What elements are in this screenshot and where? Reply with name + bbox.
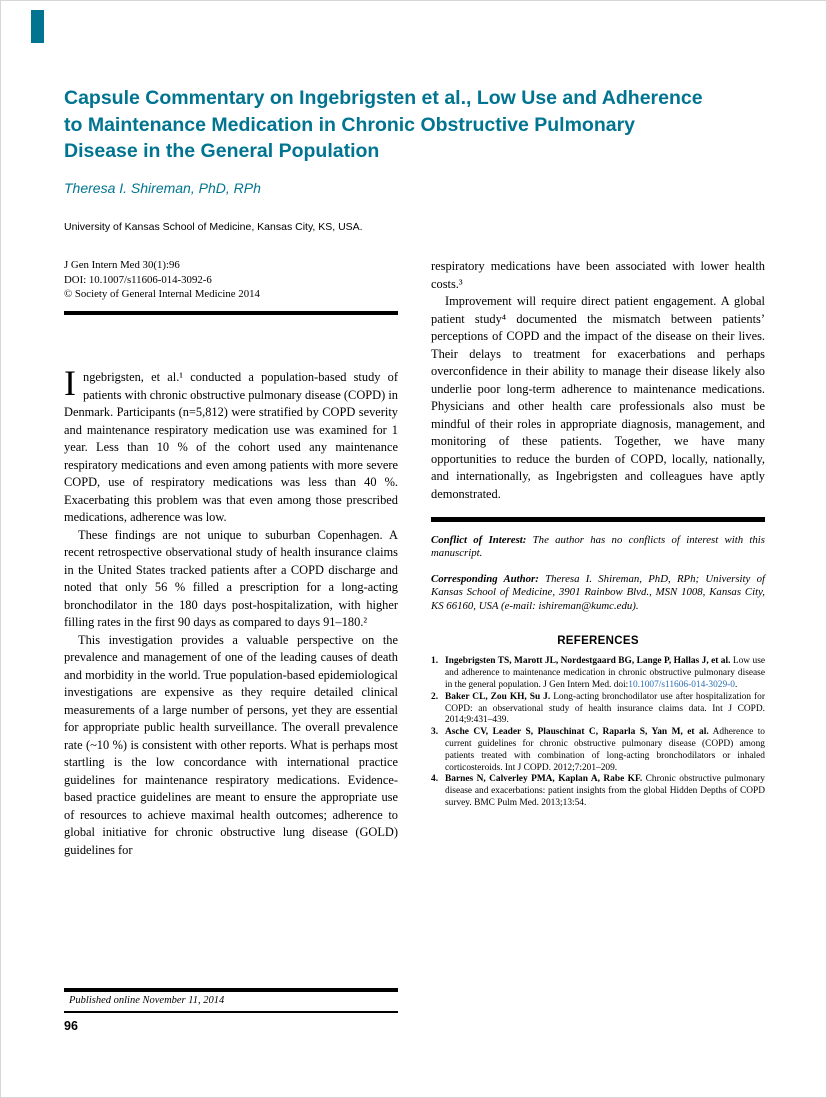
references-list bbox=[431, 656, 765, 809]
reference-item-2 bbox=[431, 692, 765, 727]
reference-item-4 bbox=[431, 774, 765, 809]
corresponding-author-text: Theresa I. Shireman, PhD, RPh; University of Kansas School of Medicine, 3901 Rainbow Blvd., MSN 1008, Kansas City, KS 66160, USA (e-mail: ishireman@kumc.edu). bbox=[431, 572, 765, 612]
footer-divider-top bbox=[64, 988, 398, 992]
right-column bbox=[431, 258, 765, 810]
dropcap-letter: I bbox=[64, 363, 76, 404]
references-heading: REFERENCES bbox=[557, 635, 639, 648]
reference-text: Low use and adherence to maintenance medication in chronic obstructive pulmonary disease in the general population. J Gen Intern Med. doi: bbox=[445, 656, 766, 691]
author-name: Theresa I. Shireman, PhD, RPh bbox=[64, 180, 261, 196]
page-number: 96 bbox=[64, 1019, 78, 1033]
body-paragraph-1-text: ngebrigsten, et al.¹ conducted a population-based study of patients with chronic obstructive pulmonary disease (COPD) in Denmark. Participants (n=5,812) were stratified by COPD severity and maintenance respiratory medication use was examined for 1 year. Less than 10 % of the cohort used any maintenance respiratory medications and even among patients with more severe COPD, use of respiratory medications was less than 40 %. Exacerbating this problem was that even among those prescribed medications, adherence was low. bbox=[64, 370, 398, 525]
reference-body bbox=[445, 656, 765, 691]
article-title-line-3: Disease in the General Population bbox=[64, 140, 380, 162]
reference-text: Adherence to current guidelines for chronic obstructive pulmonary disease (COPD) among patients treated with combination of long-acting bronchodilators or inhaled corticosteroids. Int J COPD. 2012;7:201–209. bbox=[445, 727, 765, 773]
body-paragraph-4: respiratory medications have been associated with lower health costs.³ bbox=[431, 259, 765, 291]
reference-number: 2. bbox=[431, 691, 439, 702]
conflict-of-interest-text: The author has no conflicts of interest with this manuscript. bbox=[431, 533, 765, 560]
article-title bbox=[64, 85, 776, 165]
reference-number: 1. bbox=[431, 656, 439, 667]
corresponding-author-note bbox=[431, 573, 765, 614]
left-column bbox=[64, 258, 398, 859]
copyright-line: © Society of General Internal Medicine 2014 bbox=[64, 288, 260, 301]
reference-number: 4. bbox=[431, 774, 439, 785]
article-title-line-2: to Maintenance Medication in Chronic Obstructive Pulmonary bbox=[64, 113, 636, 136]
reference-text: Chronic obstructive pulmonary disease and exacerbations: patient insights from the global Hidden Depths of COPD survey. BMC Pulm Med. 2013;13:54. bbox=[445, 774, 765, 809]
reference-authors: Asche CV, Leader S, Plauschinat C, Raparla S, Yan M, et al. bbox=[445, 727, 709, 738]
reference-item-3 bbox=[431, 727, 765, 774]
body-paragraph-3: This investigation provides a valuable perspective on the prevalence and management of one of the leading causes of death and morbidity in the world. True population-based epidemiological investigations are expensive as they require detailed clinical measurements of a large number of persons, yet they are essential for appropriate public health surveillance. The overall prevalence rate (~10 %) is consistent with other reports. What is perhaps most startling is the low concordance with international practice guidelines for maintenance respiratory medications. Evidence-based practice guidelines are meant to ensure the appropriate use of resources to achieve maximal health outcomes; adherence to global initiative for chronic obstructive lung disease (GOLD) guidelines for bbox=[64, 632, 398, 857]
reference-body bbox=[445, 692, 765, 727]
header-divider bbox=[64, 311, 398, 316]
conflict-of-interest-label: Conflict of Interest: bbox=[431, 533, 527, 546]
doi-line: DOI: 10.1007/s11606-014-3092-6 bbox=[64, 273, 212, 286]
journal-corner-mark bbox=[31, 10, 44, 43]
footer-divider-bottom bbox=[64, 1011, 398, 1013]
reference-body bbox=[445, 774, 765, 809]
notes-divider bbox=[431, 517, 765, 522]
body-paragraph-5: Improvement will require direct patient engagement. A global patient study⁴ documented the mismatch between patients’ perceptions of COPD and the impact of the disease on their lives. Their delays to treatment for exacerbations and perhaps overconfidence in their ability to manage their disease likely also underlie poor long-term adherence to maintenance medications. Physicians and other health care professionals also must be mindful of their roles in appropriate diagnosis, management, and monitoring of these patients. Together, we have many opportunities to reduce the burden of COPD, locally, nationally, and internationally, as Ingebrigsten and colleagues have aptly demonstrated. bbox=[431, 294, 765, 501]
corresponding-author-label: Corresponding Author: bbox=[431, 572, 539, 585]
reference-authors: Ingebrigsten TS, Marott JL, Nordestgaard BG, Lange P, Hallas J, et al. bbox=[445, 656, 731, 667]
article-title-line-1: Capsule Commentary on Ingebrigsten et al., Low Use and Adherence bbox=[64, 87, 703, 109]
reference-text: Long-acting bronchodilator use after hospitalization for COPD: an observational study of health insurance claims data. Int J COPD. 2014;9:431–439. bbox=[445, 691, 765, 726]
author-affiliation: University of Kansas School of Medicine, Kansas City, KS, USA. bbox=[64, 221, 363, 233]
body-paragraph-1 bbox=[64, 363, 398, 527]
conflict-of-interest-note bbox=[431, 534, 765, 561]
reference-item-1 bbox=[431, 656, 765, 691]
body-paragraph-2: These findings are not unique to suburban Copenhagen. A recent retrospective observational study of health insurance claims in the United States tracked patients after a COPD discharge and noted that only 56 % filled a prescription for a long-acting bronchodilator in the 180 days post-hospitalization, with higher filling rates in the first 90 days as compared to days 91–180.² bbox=[64, 527, 398, 630]
doi-link[interactable]: 10.1007/s11606-014-3029-0 bbox=[628, 680, 735, 691]
reference-body bbox=[445, 727, 765, 774]
journal-citation: J Gen Intern Med 30(1):96 bbox=[64, 259, 180, 271]
reference-text-after: . bbox=[734, 680, 738, 691]
reference-number: 3. bbox=[431, 727, 439, 738]
published-online-note: Published online November 11, 2014 bbox=[69, 995, 225, 1006]
journal-info-block bbox=[64, 258, 398, 302]
reference-authors: Baker CL, Zou KH, Su J. bbox=[445, 691, 551, 702]
reference-authors: Barnes N, Calverley PMA, Kaplan A, Rabe KF. bbox=[445, 774, 643, 785]
